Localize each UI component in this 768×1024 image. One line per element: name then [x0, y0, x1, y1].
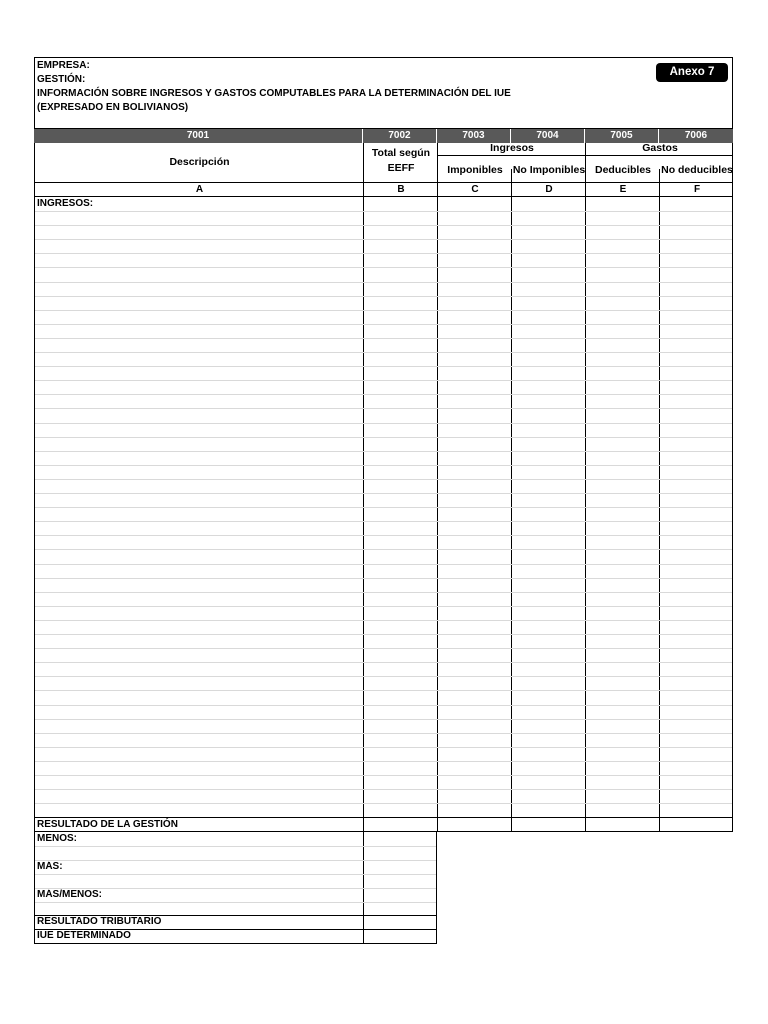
reconciliation-block: [34, 832, 437, 944]
column-letters: [34, 183, 733, 197]
imponibles-header: Imponibles: [447, 164, 503, 176]
sheet-subtitle: (EXPRESADO EN BOLIVIANOS): [37, 102, 189, 113]
letter-e: E: [619, 184, 627, 195]
column-headers: [34, 143, 733, 183]
empresa-label: EMPRESA:: [37, 60, 90, 71]
code-7002: 7002: [363, 129, 437, 143]
code-7005: 7005: [585, 129, 659, 143]
code-7004: 7004: [511, 129, 585, 143]
menos-label: MENOS:: [37, 833, 77, 844]
grid-line: [35, 902, 436, 903]
descripcion-header: Descripción: [169, 156, 230, 168]
grid-line: [35, 676, 732, 677]
grid-line: [35, 211, 732, 212]
letter-d: D: [545, 184, 553, 195]
grid-line: [35, 324, 732, 325]
grid-line: [35, 408, 732, 409]
code-bar: [34, 129, 733, 143]
iue-determinado-row: [34, 930, 437, 944]
letter-c: C: [471, 184, 479, 195]
grid-line: [35, 535, 732, 536]
grid-line: [35, 310, 732, 311]
grid-line: [35, 803, 732, 804]
grid-line: [35, 747, 732, 748]
grid-line: [35, 493, 732, 494]
resultado-tributario-label: RESULTADO TRIBUTARIO: [37, 916, 162, 927]
grid-line: [35, 761, 732, 762]
grid-line: [35, 394, 732, 395]
ingresos-grid: [34, 197, 733, 818]
grid-line: [35, 352, 732, 353]
grid-line: [35, 423, 732, 424]
grid-line: [35, 888, 436, 889]
code-7003: 7003: [437, 129, 511, 143]
ingresos-group-header: Ingresos: [490, 142, 534, 154]
total-header-line1: Total según: [371, 147, 431, 159]
grid-line: [35, 620, 732, 621]
grid-line: [35, 690, 732, 691]
grid-line: [35, 465, 732, 466]
grid-line: [35, 606, 732, 607]
grid-line: [35, 578, 732, 579]
letter-f: F: [693, 184, 701, 195]
grid-line: [35, 521, 732, 522]
grid-line: [35, 451, 732, 452]
grid-line: [35, 846, 436, 847]
gastos-group-header: Gastos: [642, 142, 678, 154]
grid-line: [35, 860, 436, 861]
grid-line: [35, 775, 732, 776]
sheet-title: INFORMACIÓN SOBRE INGRESOS Y GASTOS COMPUTABLES PARA LA DETERMINACIÓN DEL IUE: [37, 88, 511, 99]
grid-line: [35, 239, 732, 240]
grid-line: [35, 479, 732, 480]
no-imponibles-header: No Imponibles: [512, 164, 586, 176]
grid-line: [35, 296, 732, 297]
code-7001: 7001: [34, 129, 363, 143]
resultado-gestion-row: [34, 818, 733, 832]
deducibles-header: Deducibles: [594, 164, 652, 176]
grid-line: [35, 634, 732, 635]
letter-b: B: [397, 184, 405, 195]
mas-menos-label: MÁS/MENOS:: [37, 889, 102, 900]
grid-line: [35, 705, 732, 706]
grid-line: [35, 437, 732, 438]
grid-line: [35, 366, 732, 367]
grid-line: [35, 338, 732, 339]
grid-line: [35, 719, 732, 720]
grid-line: [35, 507, 732, 508]
grid-line: [35, 789, 732, 790]
code-7006: 7006: [684, 130, 708, 141]
grid-line: [35, 267, 732, 268]
mas-label: MÁS:: [37, 861, 63, 872]
grid-line: [35, 662, 732, 663]
grid-line: [35, 733, 732, 734]
ingresos-label: INGRESOS:: [37, 198, 94, 209]
grid-line: [35, 549, 732, 550]
resultado-gestion-label: RESULTADO DE LA GESTIÓN: [37, 819, 178, 830]
gestion-label: GESTIÓN:: [37, 74, 86, 85]
resultado-tributario-row: [34, 916, 437, 930]
grid-line: [35, 564, 732, 565]
no-deducibles-header: No deducibles: [661, 164, 733, 176]
grid-line: [35, 282, 732, 283]
grid-line: [35, 648, 732, 649]
iue-determinado-label: IUE DETERMINADO: [37, 930, 131, 941]
grid-line: [35, 253, 732, 254]
sheet-header: [34, 57, 733, 129]
grid-line: [35, 380, 732, 381]
grid-line: [35, 225, 732, 226]
annex-sheet: [34, 57, 733, 944]
annex-badge: Anexo 7: [656, 63, 728, 82]
grid-line: [35, 874, 436, 875]
grid-line: [35, 592, 732, 593]
adjustments-block: [34, 832, 437, 916]
letter-a: A: [195, 184, 204, 195]
total-header-line2: EEFF: [387, 162, 415, 174]
